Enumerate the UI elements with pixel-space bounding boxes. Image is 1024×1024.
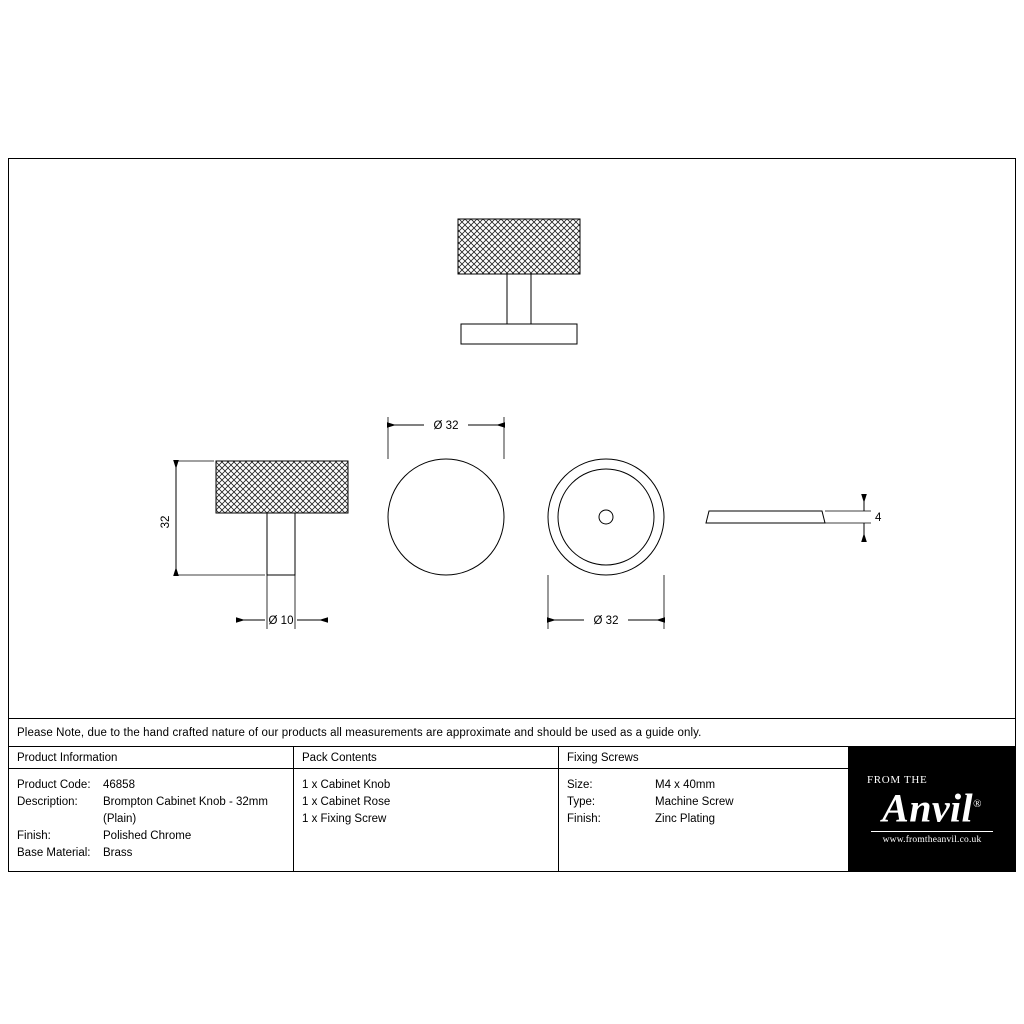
base-material-row [17, 845, 293, 862]
product-information-heading: Product Information [9, 747, 293, 769]
view-side-elevation [216, 461, 348, 575]
information-table [9, 747, 1015, 872]
dimension-rose-thickness-label: 4 [875, 512, 882, 524]
brand-logo-line1: FROM THE [867, 773, 928, 786]
description-value: Brompton Cabinet Knob - 32mm [103, 796, 268, 808]
fixing-size-row [567, 777, 848, 794]
finish-label: Finish: [17, 830, 51, 842]
description-row [17, 794, 293, 811]
pack-contents-item: 1 x Cabinet Rose [302, 796, 391, 808]
fixing-size-value: M4 x 40mm [655, 779, 716, 791]
dimension-rose-diameter-label: Ø 32 [593, 615, 619, 627]
dimension-knob-diameter-label: Ø 32 [433, 420, 459, 432]
dimension-stem-diameter-label: Ø 10 [268, 615, 294, 627]
fixing-type-label: Type: [567, 796, 596, 808]
fixing-finish-value: Zinc Plating [655, 813, 716, 825]
view-knob-plan [388, 459, 504, 575]
drawing-area [9, 159, 1015, 718]
fixing-finish-label: Finish: [567, 813, 601, 825]
brand-logo-url: www.fromtheanvil.co.uk [882, 835, 982, 846]
dimension-stem-diameter [237, 575, 327, 629]
brand-logo-divider [871, 831, 993, 832]
measurement-note-row [9, 718, 1015, 747]
description-label: Description: [17, 796, 78, 808]
registered-icon: ® [973, 797, 982, 810]
base-material-value: Brass [103, 847, 133, 859]
fixing-screws-column [559, 747, 849, 872]
view-rose-plan [548, 459, 664, 575]
pack-contents-heading: Pack Contents [294, 747, 558, 769]
fixing-type-row [567, 794, 848, 811]
pack-contents-item: 1 x Fixing Screw [302, 813, 387, 825]
pack-contents-item: 1 x Cabinet Knob [302, 779, 391, 791]
product-code-value: 46858 [103, 779, 135, 791]
view-rose-section [706, 511, 825, 523]
fixing-screws-heading: Fixing Screws [559, 747, 848, 769]
finish-value: Polished Chrome [103, 830, 192, 842]
pack-contents-column [294, 747, 559, 872]
drawing-svg [9, 159, 1015, 718]
pack-contents-body [294, 769, 558, 828]
fixing-screws-body [559, 769, 848, 828]
dimension-knob-diameter [388, 417, 504, 459]
product-information-body [9, 769, 293, 862]
fixing-type-value: Machine Screw [655, 796, 734, 808]
finish-row [17, 828, 293, 845]
fixing-finish-row [567, 811, 848, 828]
measurement-note-text: Please Note, due to the hand crafted nature of our products all measurements are approximate and should be used as a guide only. [17, 726, 702, 739]
fixing-size-label: Size: [567, 779, 593, 791]
brand-logo-name [882, 782, 982, 830]
view-front-elevation [458, 219, 580, 344]
brand-logo [849, 747, 1015, 872]
product-code-label: Product Code: [17, 779, 91, 791]
dimension-height-label: 32 [160, 515, 172, 529]
product-code-row [17, 777, 293, 794]
brand-logo-word: Anvil [882, 785, 974, 831]
base-material-label: Base Material: [17, 847, 91, 859]
product-information-column [9, 747, 294, 872]
description-value-continued: (Plain) [103, 813, 137, 825]
dimension-rose-diameter [548, 575, 664, 629]
dimension-rose-thickness [825, 495, 882, 541]
logo-column [849, 747, 1015, 872]
technical-drawing-sheet [8, 158, 1016, 872]
